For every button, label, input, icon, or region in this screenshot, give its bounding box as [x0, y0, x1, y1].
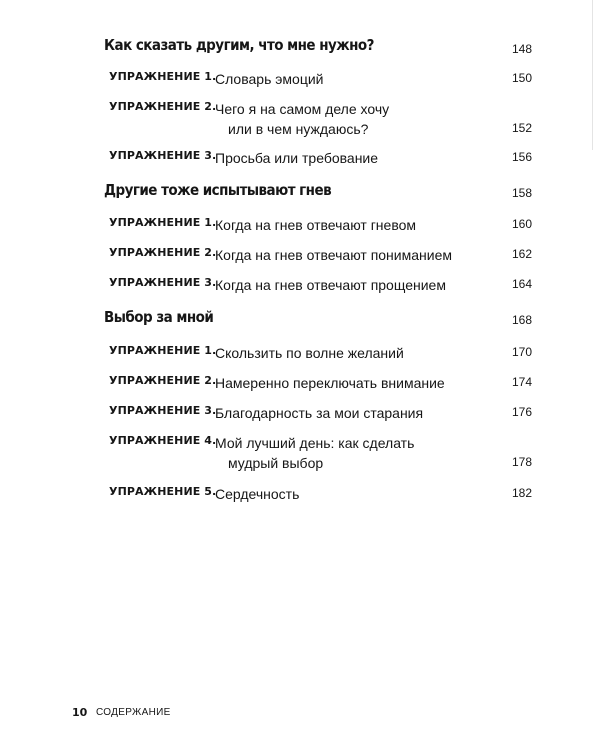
section-title: Как сказать другим, что мне нужно? [104, 36, 374, 54]
exercise-title [215, 373, 445, 393]
exercise-title [215, 99, 389, 139]
exercise-title-line: Благодарность за мои старания [215, 405, 424, 421]
exercise-title-line: Когда на гнев отвечают гневом [215, 217, 417, 233]
exercise-label: УПРАЖНЕНИЕ 3. [109, 276, 217, 289]
exercise-title [215, 433, 414, 473]
section-title: Выбор за мной [104, 308, 214, 326]
exercise-title-line: или в чем нуждаюсь? [228, 121, 369, 137]
exercise-title-line: Чего я на самом деле хочу [215, 101, 390, 117]
exercise-label: УПРАЖНЕНИЕ 3. [109, 404, 217, 417]
exercise-label: УПРАЖНЕНИЕ 4. [109, 434, 217, 447]
section-title: Другие тоже испытывают гнев [104, 181, 332, 199]
exercise-title [215, 403, 423, 423]
exercise-title [215, 484, 299, 504]
exercise-label: УПРАЖНЕНИЕ 2. [109, 374, 217, 387]
exercise-page-number: 178 [511, 455, 532, 469]
exercise-label: УПРАЖНЕНИЕ 3. [109, 149, 217, 162]
exercise-page-number: 150 [511, 71, 532, 85]
exercise-title [215, 69, 323, 89]
exercise-title-line: Просьба или требование [215, 150, 379, 166]
exercise-title-line: Намеренно переключать внимание [215, 375, 445, 391]
section-page-number: 168 [511, 313, 532, 327]
exercise-title-line: мудрый выбор [228, 455, 324, 471]
exercise-label: УПРАЖНЕНИЕ 1. [109, 70, 217, 83]
exercise-page-number: 164 [511, 277, 532, 291]
exercise-page-number: 176 [511, 405, 532, 419]
exercise-title [215, 245, 452, 265]
exercise-page-number: 152 [511, 121, 532, 135]
exercise-page-number: 170 [511, 345, 532, 359]
exercise-label: УПРАЖНЕНИЕ 1. [109, 344, 217, 357]
exercise-title-line: Когда на гнев отвечают прощением [215, 277, 446, 293]
exercise-title-line: Скользить по волне желаний [215, 345, 404, 361]
exercise-title [215, 343, 404, 363]
exercise-label: УПРАЖНЕНИЕ 2. [109, 100, 217, 113]
footer-page-number: 10 [72, 706, 88, 719]
exercise-page-number: 156 [511, 150, 532, 164]
exercise-title-line: Словарь эмоций [215, 71, 324, 87]
exercise-label: УПРАЖНЕНИЕ 2. [109, 246, 217, 259]
exercise-title-line: Мой лучший день: как сделать [215, 435, 415, 451]
exercise-page-number: 182 [511, 486, 532, 500]
section-page-number: 158 [511, 186, 532, 200]
exercise-label: УПРАЖНЕНИЕ 1. [109, 216, 217, 229]
exercise-label: УПРАЖНЕНИЕ 5. [109, 485, 217, 498]
page-edge-shadow [592, 0, 593, 150]
exercise-title [215, 215, 416, 235]
exercise-page-number: 160 [511, 217, 532, 231]
footer-running-head: СОДЕРЖАНИЕ [96, 707, 171, 718]
exercise-title [215, 275, 446, 295]
exercise-title [215, 148, 378, 168]
exercise-title-line: Сердечность [215, 486, 300, 502]
exercise-page-number: 174 [511, 375, 532, 389]
exercise-page-number: 162 [511, 247, 532, 261]
section-page-number: 148 [511, 42, 532, 56]
exercise-title-line: Когда на гнев отвечают пониманием [215, 247, 452, 263]
